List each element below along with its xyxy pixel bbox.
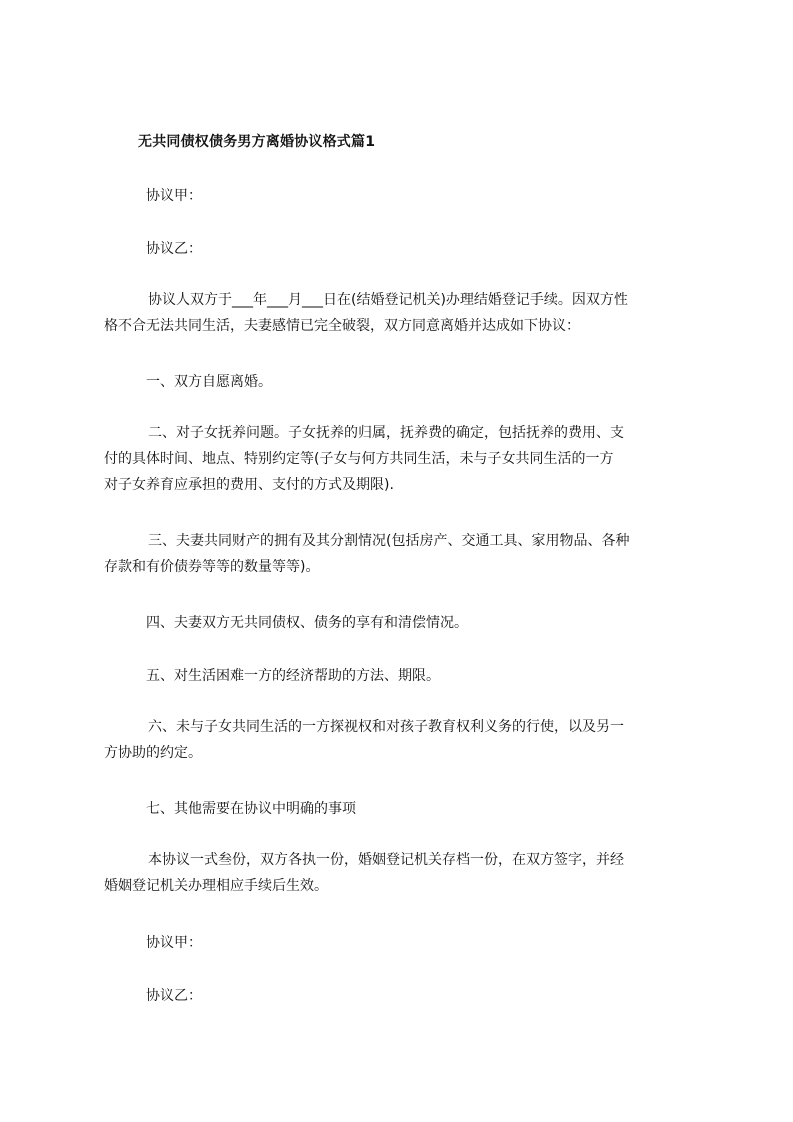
clause-2 — [104, 420, 704, 498]
clause-3-line-1: 三、夫妻共同财产的拥有及其分割情况(包括房产、交通工具、家用物品、各种 — [148, 533, 630, 549]
clause-2-line-2: 付的具体时间、地点、特别约定等(子女与何方共同生活，未与子女共同生活的一方 — [104, 451, 614, 467]
clause-2-line-1: 二、对子女抚养问题。子女抚养的归属，抚养费的确定，包括抚养的费用、支 — [148, 425, 624, 441]
closing-paragraph — [104, 847, 704, 899]
party-b-label-bottom: 协议乙： — [146, 988, 202, 1004]
intro-line-2: 格不合无法共同生活，夫妻感情已完全破裂，双方同意离婚并达成如下协议： — [104, 318, 580, 334]
intro-paragraph — [104, 287, 704, 339]
clause-3 — [104, 528, 704, 580]
intro-line-1: 协议人双方于___年___月___日在(结婚登记机关)办理结婚登记手续。因双方性 — [148, 292, 628, 308]
clause-4: 四、夫妻双方无共同债权、债务的享有和清偿情况。 — [146, 615, 468, 631]
clause-7: 七、其他需要在协议中明确的事项 — [146, 801, 356, 817]
party-a-label-bottom: 协议甲： — [146, 935, 202, 951]
clause-3-line-2: 存款和有价债券等等的数量等等)。 — [104, 559, 320, 575]
clause-6-line-1: 六、未与子女共同生活的一方探视权和对孩子教育权利义务的行使，以及另一 — [148, 719, 624, 735]
clause-2-line-3: 对子女养育应承担的费用、支付的方式及期限). — [104, 477, 394, 493]
clause-1: 一、双方自愿离婚。 — [146, 374, 272, 390]
party-a-label-top: 协议甲： — [146, 188, 202, 204]
document-title: 无共同债权债务男方离婚协议格式篇1 — [138, 134, 376, 150]
clause-6 — [104, 714, 704, 766]
closing-line-1: 本协议一式叁份，双方各执一份，婚姻登记机关存档一份，在双方签字，并经 — [148, 852, 624, 868]
clause-5: 五、对生活困难一方的经济帮助的方法、期限。 — [146, 668, 440, 684]
party-b-label-top: 协议乙： — [146, 241, 202, 257]
clause-6-line-2: 方协助的约定。 — [104, 745, 202, 761]
closing-line-2: 婚姻登记机关办理相应手续后生效。 — [104, 878, 328, 894]
